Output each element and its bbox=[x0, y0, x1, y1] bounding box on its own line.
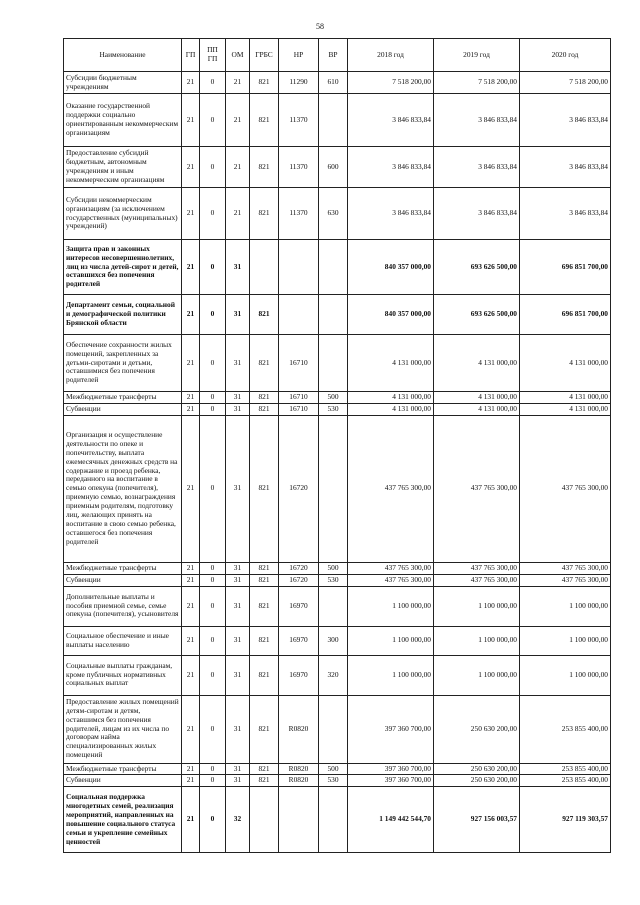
row-ppgp: 0 bbox=[200, 72, 226, 94]
row-2020: 4 131 000,00 bbox=[520, 335, 611, 392]
row-gp: 21 bbox=[182, 586, 200, 626]
row-gp: 21 bbox=[182, 763, 200, 775]
table-row bbox=[64, 787, 611, 853]
row-2020: 3 846 833,84 bbox=[520, 94, 611, 147]
row-name: Межбюджетные трансферты bbox=[64, 763, 182, 775]
row-om: 31 bbox=[226, 415, 250, 562]
table-row bbox=[64, 763, 611, 775]
row-grbs: 821 bbox=[250, 392, 279, 404]
table-row bbox=[64, 403, 611, 415]
row-ppgp: 0 bbox=[200, 335, 226, 392]
row-2019: 3 846 833,84 bbox=[434, 94, 520, 147]
row-2020: 4 131 000,00 bbox=[520, 392, 611, 404]
row-gp: 21 bbox=[182, 626, 200, 655]
row-2020: 4 131 000,00 bbox=[520, 403, 611, 415]
row-2018: 1 100 000,00 bbox=[348, 655, 434, 695]
row-2018: 3 846 833,84 bbox=[348, 94, 434, 147]
row-om: 31 bbox=[226, 626, 250, 655]
row-om: 31 bbox=[226, 295, 250, 335]
row-ppgp: 0 bbox=[200, 586, 226, 626]
row-gp: 21 bbox=[182, 574, 200, 586]
row-2020: 3 846 833,84 bbox=[520, 188, 611, 240]
row-grbs: 821 bbox=[250, 188, 279, 240]
row-2018: 3 846 833,84 bbox=[348, 147, 434, 188]
row-np: 16720 bbox=[279, 574, 319, 586]
table-header-row bbox=[64, 39, 611, 72]
row-gp: 21 bbox=[182, 695, 200, 763]
row-vr: 300 bbox=[319, 626, 348, 655]
row-2020: 1 100 000,00 bbox=[520, 655, 611, 695]
row-vr bbox=[319, 787, 348, 853]
row-2020: 927 119 303,57 bbox=[520, 787, 611, 853]
row-om: 21 bbox=[226, 94, 250, 147]
row-vr bbox=[319, 415, 348, 562]
row-2020: 253 855 400,00 bbox=[520, 695, 611, 763]
row-2018: 840 357 000,00 bbox=[348, 240, 434, 295]
row-vr: 610 bbox=[319, 72, 348, 94]
header-grbs: ГРБС bbox=[250, 39, 279, 72]
row-ppgp: 0 bbox=[200, 655, 226, 695]
row-om: 31 bbox=[226, 586, 250, 626]
row-ppgp: 0 bbox=[200, 787, 226, 853]
row-2018: 840 357 000,00 bbox=[348, 295, 434, 335]
row-vr bbox=[319, 94, 348, 147]
row-name: Предоставление жилых помещений детям-сиротам и детям, оставшимся без попечения родителей, лицам из их числа по договорам найма специализированных жилых помещений bbox=[64, 695, 182, 763]
row-vr: 530 bbox=[319, 574, 348, 586]
header-ppgp: ПП ГП bbox=[200, 39, 226, 72]
row-grbs: 821 bbox=[250, 147, 279, 188]
row-grbs: 821 bbox=[250, 72, 279, 94]
row-vr: 530 bbox=[319, 403, 348, 415]
table-row bbox=[64, 775, 611, 787]
row-ppgp: 0 bbox=[200, 574, 226, 586]
row-name: Социальные выплаты гражданам, кроме публичных нормативных социальных выплат bbox=[64, 655, 182, 695]
row-grbs bbox=[250, 240, 279, 295]
row-2019: 3 846 833,84 bbox=[434, 147, 520, 188]
row-name: Обеспечение сохранности жилых помещений, закрепленных за детьми-сиротами и детьми, оставшимися без попечения родителей bbox=[64, 335, 182, 392]
row-om: 31 bbox=[226, 574, 250, 586]
row-2018: 397 360 700,00 bbox=[348, 775, 434, 787]
row-name: Социальная поддержка многодетных семей, реализация мероприятий, направленных на повышение социального статуса семьи и укрепление семейных ценностей bbox=[64, 787, 182, 853]
row-np: 16720 bbox=[279, 562, 319, 574]
row-np bbox=[279, 295, 319, 335]
header-np: НР bbox=[279, 39, 319, 72]
row-grbs: 821 bbox=[250, 695, 279, 763]
header-2018: 2018 год bbox=[348, 39, 434, 72]
row-2019: 4 131 000,00 bbox=[434, 335, 520, 392]
row-2018: 437 765 300,00 bbox=[348, 415, 434, 562]
row-ppgp: 0 bbox=[200, 695, 226, 763]
row-2018: 397 360 700,00 bbox=[348, 695, 434, 763]
row-ppgp: 0 bbox=[200, 403, 226, 415]
budget-table bbox=[63, 38, 611, 853]
row-name: Межбюджетные трансферты bbox=[64, 562, 182, 574]
header-2020: 2020 год bbox=[520, 39, 611, 72]
row-2018: 3 846 833,84 bbox=[348, 188, 434, 240]
table-row bbox=[64, 626, 611, 655]
row-np: 16710 bbox=[279, 403, 319, 415]
row-2019: 437 765 300,00 bbox=[434, 415, 520, 562]
row-name: Субвенции bbox=[64, 775, 182, 787]
row-gp: 21 bbox=[182, 775, 200, 787]
row-2020: 1 100 000,00 bbox=[520, 626, 611, 655]
row-vr: 320 bbox=[319, 655, 348, 695]
table-row bbox=[64, 147, 611, 188]
row-2018: 1 100 000,00 bbox=[348, 626, 434, 655]
row-2019: 1 100 000,00 bbox=[434, 626, 520, 655]
table-row bbox=[64, 295, 611, 335]
row-2020: 3 846 833,84 bbox=[520, 147, 611, 188]
row-vr: 500 bbox=[319, 562, 348, 574]
row-ppgp: 0 bbox=[200, 295, 226, 335]
row-2018: 1 100 000,00 bbox=[348, 586, 434, 626]
row-np: 16710 bbox=[279, 392, 319, 404]
row-name: Межбюджетные трансферты bbox=[64, 392, 182, 404]
row-2020: 696 851 700,00 bbox=[520, 240, 611, 295]
row-2020: 253 855 400,00 bbox=[520, 763, 611, 775]
row-grbs: 821 bbox=[250, 94, 279, 147]
row-name: Субсидии некоммерческим организациям (за исключением государственных (муниципальных) учреждений) bbox=[64, 188, 182, 240]
row-2018: 397 360 700,00 bbox=[348, 763, 434, 775]
row-2018: 7 518 200,00 bbox=[348, 72, 434, 94]
row-2020: 1 100 000,00 bbox=[520, 586, 611, 626]
row-np: 16970 bbox=[279, 586, 319, 626]
table-row bbox=[64, 188, 611, 240]
row-name: Защита прав и законных интересов несовершеннолетних, лиц из числа детей-сирот и детей, оставшихся без попечения родителей bbox=[64, 240, 182, 295]
header-gp: ГП bbox=[182, 39, 200, 72]
row-om: 31 bbox=[226, 335, 250, 392]
row-gp: 21 bbox=[182, 415, 200, 562]
row-ppgp: 0 bbox=[200, 240, 226, 295]
table-row bbox=[64, 574, 611, 586]
row-np: 11370 bbox=[279, 147, 319, 188]
row-2019: 437 765 300,00 bbox=[434, 574, 520, 586]
row-ppgp: 0 bbox=[200, 415, 226, 562]
row-2019: 4 131 000,00 bbox=[434, 403, 520, 415]
row-vr: 630 bbox=[319, 188, 348, 240]
row-gp: 21 bbox=[182, 392, 200, 404]
row-om: 31 bbox=[226, 392, 250, 404]
row-om: 31 bbox=[226, 695, 250, 763]
row-np: 11370 bbox=[279, 94, 319, 147]
row-2019: 927 156 003,57 bbox=[434, 787, 520, 853]
row-vr bbox=[319, 295, 348, 335]
row-vr bbox=[319, 240, 348, 295]
row-gp: 21 bbox=[182, 655, 200, 695]
row-name: Дополнительные выплаты и пособия приемной семье, семье опекуна (попечителя), усыновителя bbox=[64, 586, 182, 626]
row-2018: 1 149 442 544,70 bbox=[348, 787, 434, 853]
row-gp: 21 bbox=[182, 295, 200, 335]
row-name: Предоставление субсидий бюджетным, автономным учреждениям и иным некоммерческим организациям bbox=[64, 147, 182, 188]
row-name: Субвенции bbox=[64, 574, 182, 586]
row-2019: 1 100 000,00 bbox=[434, 655, 520, 695]
row-2018: 4 131 000,00 bbox=[348, 403, 434, 415]
row-ppgp: 0 bbox=[200, 147, 226, 188]
table-row bbox=[64, 72, 611, 94]
table-row bbox=[64, 695, 611, 763]
row-name: Оказание государственной поддержки социально ориентированным некоммерческим организациям bbox=[64, 94, 182, 147]
row-grbs: 821 bbox=[250, 562, 279, 574]
row-name: Субвенции bbox=[64, 403, 182, 415]
row-gp: 21 bbox=[182, 562, 200, 574]
row-grbs: 821 bbox=[250, 775, 279, 787]
row-np: 11370 bbox=[279, 188, 319, 240]
row-2019: 7 518 200,00 bbox=[434, 72, 520, 94]
header-2019: 2019 год bbox=[434, 39, 520, 72]
row-grbs: 821 bbox=[250, 655, 279, 695]
row-vr bbox=[319, 695, 348, 763]
row-om: 21 bbox=[226, 147, 250, 188]
table-row bbox=[64, 240, 611, 295]
row-grbs: 821 bbox=[250, 586, 279, 626]
row-ppgp: 0 bbox=[200, 562, 226, 574]
row-2019: 693 626 500,00 bbox=[434, 295, 520, 335]
row-np: R0820 bbox=[279, 763, 319, 775]
table-row bbox=[64, 562, 611, 574]
row-np: 16710 bbox=[279, 335, 319, 392]
row-gp: 21 bbox=[182, 787, 200, 853]
row-ppgp: 0 bbox=[200, 94, 226, 147]
row-np: 16970 bbox=[279, 626, 319, 655]
row-ppgp: 0 bbox=[200, 626, 226, 655]
row-np: 11290 bbox=[279, 72, 319, 94]
row-name: Субсидии бюджетным учреждениям bbox=[64, 72, 182, 94]
row-vr: 500 bbox=[319, 763, 348, 775]
row-grbs: 821 bbox=[250, 335, 279, 392]
row-2020: 437 765 300,00 bbox=[520, 415, 611, 562]
row-2020: 7 518 200,00 bbox=[520, 72, 611, 94]
row-gp: 21 bbox=[182, 94, 200, 147]
row-om: 31 bbox=[226, 775, 250, 787]
row-om: 32 bbox=[226, 787, 250, 853]
row-np: 16970 bbox=[279, 655, 319, 695]
row-2018: 4 131 000,00 bbox=[348, 335, 434, 392]
row-gp: 21 bbox=[182, 335, 200, 392]
row-np: R0820 bbox=[279, 695, 319, 763]
row-gp: 21 bbox=[182, 403, 200, 415]
row-2019: 4 131 000,00 bbox=[434, 392, 520, 404]
row-2019: 1 100 000,00 bbox=[434, 586, 520, 626]
row-2018: 437 765 300,00 bbox=[348, 574, 434, 586]
row-om: 21 bbox=[226, 72, 250, 94]
row-om: 21 bbox=[226, 188, 250, 240]
row-grbs: 821 bbox=[250, 415, 279, 562]
row-2019: 250 630 200,00 bbox=[434, 775, 520, 787]
row-vr bbox=[319, 586, 348, 626]
row-gp: 21 bbox=[182, 240, 200, 295]
row-vr: 500 bbox=[319, 392, 348, 404]
row-grbs: 821 bbox=[250, 403, 279, 415]
table-row bbox=[64, 335, 611, 392]
row-2018: 4 131 000,00 bbox=[348, 392, 434, 404]
row-np: R0820 bbox=[279, 775, 319, 787]
row-gp: 21 bbox=[182, 188, 200, 240]
row-ppgp: 0 bbox=[200, 775, 226, 787]
row-np bbox=[279, 240, 319, 295]
row-grbs: 821 bbox=[250, 626, 279, 655]
table-row bbox=[64, 392, 611, 404]
row-gp: 21 bbox=[182, 72, 200, 94]
table-row bbox=[64, 415, 611, 562]
row-om: 31 bbox=[226, 240, 250, 295]
row-om: 31 bbox=[226, 763, 250, 775]
table-row bbox=[64, 655, 611, 695]
row-2020: 253 855 400,00 bbox=[520, 775, 611, 787]
row-2019: 437 765 300,00 bbox=[434, 562, 520, 574]
header-om: ОМ bbox=[226, 39, 250, 72]
row-ppgp: 0 bbox=[200, 392, 226, 404]
row-ppgp: 0 bbox=[200, 188, 226, 240]
row-name: Департамент семьи, социальной и демографической политики Брянской области bbox=[64, 295, 182, 335]
row-grbs bbox=[250, 787, 279, 853]
header-name: Наименование bbox=[64, 39, 182, 72]
page-number: 58 bbox=[316, 22, 324, 31]
row-np bbox=[279, 787, 319, 853]
row-om: 31 bbox=[226, 562, 250, 574]
row-name: Социальное обеспечение и иные выплаты населению bbox=[64, 626, 182, 655]
row-vr bbox=[319, 335, 348, 392]
row-2020: 437 765 300,00 bbox=[520, 574, 611, 586]
table-row bbox=[64, 586, 611, 626]
row-vr: 600 bbox=[319, 147, 348, 188]
header-vr: ВР bbox=[319, 39, 348, 72]
row-2020: 437 765 300,00 bbox=[520, 562, 611, 574]
row-2019: 250 630 200,00 bbox=[434, 763, 520, 775]
row-np: 16720 bbox=[279, 415, 319, 562]
row-2020: 696 851 700,00 bbox=[520, 295, 611, 335]
row-2019: 3 846 833,84 bbox=[434, 188, 520, 240]
table-row bbox=[64, 94, 611, 147]
row-vr: 530 bbox=[319, 775, 348, 787]
row-name: Организация и осуществление деятельности по опеке и попечительству, выплата ежемесячных денежных средств на содержание и проезд ребенка, переданного на воспитание в семью опекуна (попечителя), приемную семью, вознаграждения приемным родителям, подготовку лиц, желающих принять на воспитание в свою семью ребенка, оставшегося без попечения родителей bbox=[64, 415, 182, 562]
row-grbs: 821 bbox=[250, 763, 279, 775]
row-grbs: 821 bbox=[250, 574, 279, 586]
row-gp: 21 bbox=[182, 147, 200, 188]
row-2019: 250 630 200,00 bbox=[434, 695, 520, 763]
row-om: 31 bbox=[226, 655, 250, 695]
row-om: 31 bbox=[226, 403, 250, 415]
row-ppgp: 0 bbox=[200, 763, 226, 775]
row-2018: 437 765 300,00 bbox=[348, 562, 434, 574]
row-2019: 693 626 500,00 bbox=[434, 240, 520, 295]
row-grbs: 821 bbox=[250, 295, 279, 335]
